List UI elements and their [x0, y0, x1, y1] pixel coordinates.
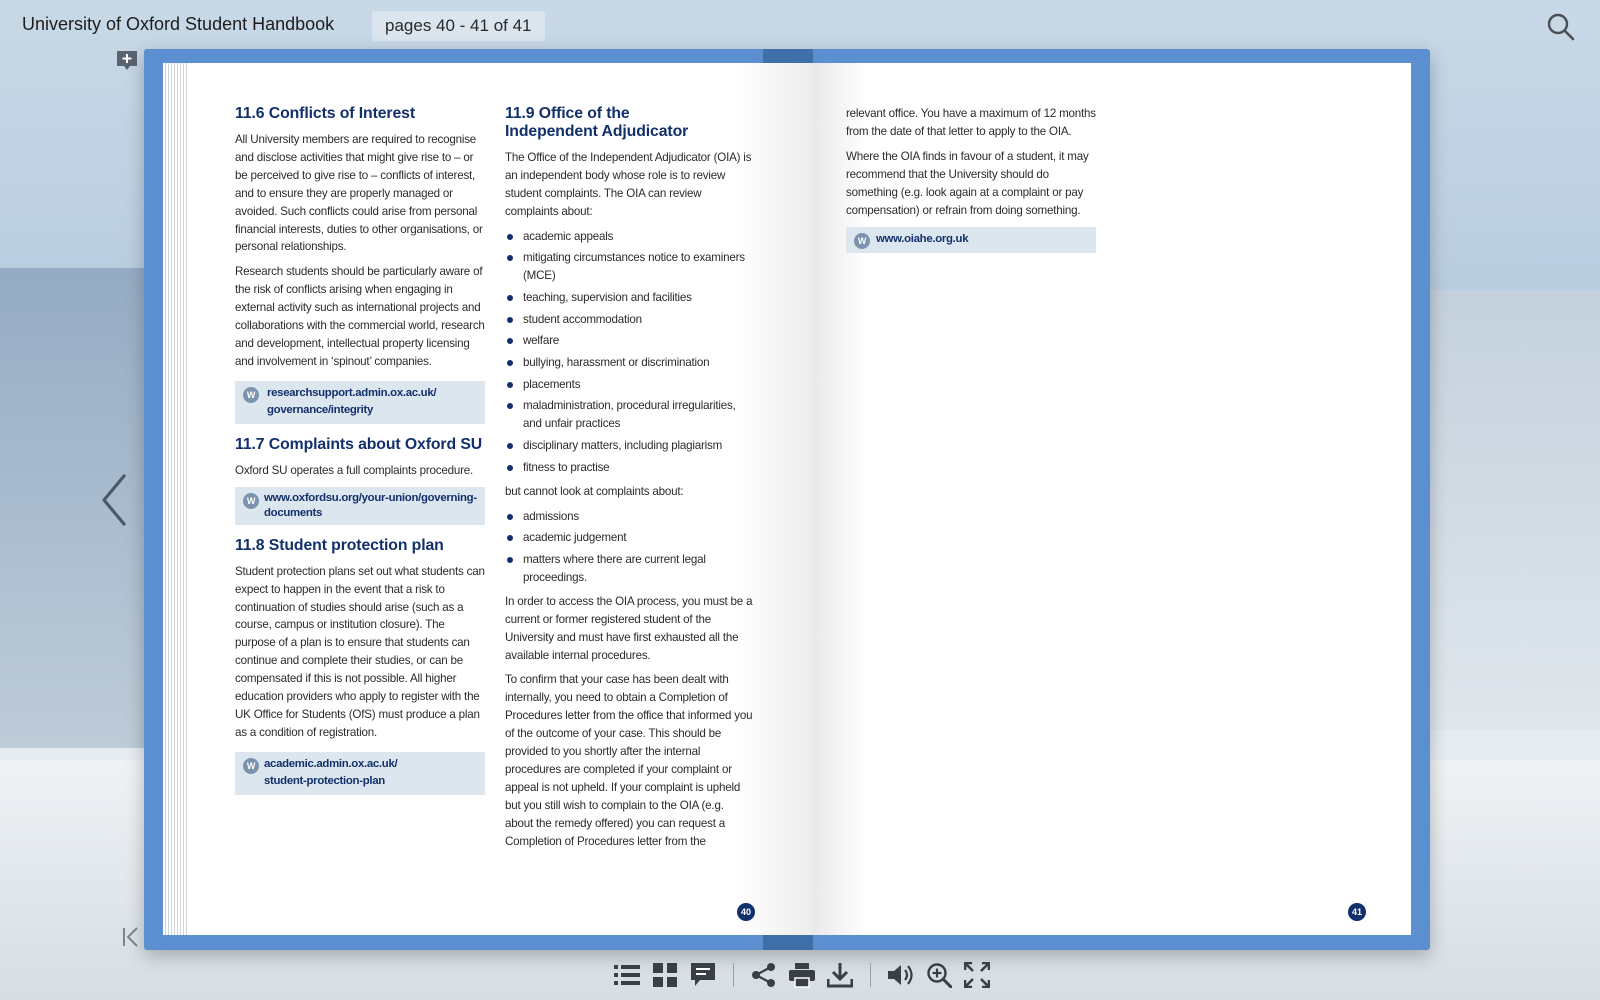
- app-title: University of Oxford Student Handbook: [22, 14, 335, 34]
- paragraph: but cannot look at complaints about:: [505, 484, 684, 498]
- paragraph: Where the OIA finds in favour of a student, it may recommend that the University should do something (e.g. look again at a complaint or pay compensation) or refrain from doing something.: [846, 149, 1089, 217]
- paragraph: Oxford SU operates a full complaints procedure.: [235, 463, 474, 477]
- paragraph: relevant office. You have a maximum of 12 months from the date of that letter to apply to the OIA.: [846, 107, 1096, 138]
- search-icon[interactable]: [1546, 12, 1576, 42]
- list-item: academic judgement: [505, 529, 753, 547]
- list-item: admissions: [505, 508, 753, 526]
- link-researchsupport[interactable]: [267, 385, 479, 420]
- paragraph: To confirm that your case has been dealt with internally, you need to obtain a Completion of Procedures letter from the office that informed you of the outcome of your case. This should be provided to you shortly after the internal procedures are completed if your complaint or appeal is not upheld. If your complaint is upheld but you still wish to complain to the OIA (e.g. about the remedy offered) you can request a Completion of Procedures letter from the: [505, 673, 753, 848]
- paragraph: In order to access the OIA process, you must be a current or former registered student of the University and must have first exhausted all the available internal procedures.: [505, 594, 753, 662]
- page-40[interactable]: [188, 63, 813, 935]
- section-heading-11-6: 11.6 Conflicts of Interest: [235, 105, 415, 122]
- download-icon[interactable]: [825, 960, 855, 990]
- table-of-contents-icon[interactable]: [612, 960, 642, 990]
- link-text-line: student-protection-plan: [264, 775, 385, 788]
- link-oxfordsu[interactable]: [264, 491, 479, 521]
- link-box: [846, 227, 1096, 253]
- toolbar-separator: [870, 963, 871, 987]
- link-student-protection[interactable]: [264, 756, 479, 791]
- section-heading-11-8: 11.8 Student protection plan: [235, 536, 444, 554]
- notes-icon[interactable]: [688, 960, 718, 990]
- list-item: bullying, harassment or discrimination: [505, 354, 753, 372]
- list-item: academic appeals: [505, 228, 753, 246]
- chevron-left-icon[interactable]: [98, 472, 132, 528]
- page-40-column-1: [235, 105, 485, 807]
- list-item: teaching, supervision and facilities: [505, 289, 753, 307]
- web-link-icon: W: [854, 233, 870, 249]
- toolbar-separator: [733, 963, 734, 987]
- list-item: disciplinary matters, including plagiarism: [505, 437, 753, 455]
- list-item: fitness to practise: [505, 459, 753, 477]
- share-icon[interactable]: [749, 960, 779, 990]
- zoom-in-icon[interactable]: [924, 960, 954, 990]
- heading-line: Independent Adjudicator: [505, 123, 689, 140]
- page-number-badge: 41: [1348, 903, 1366, 921]
- list-item: welfare: [505, 332, 753, 350]
- page-number-badge: 40: [737, 903, 755, 921]
- oia-can-review-list: [505, 228, 753, 477]
- paragraph: Research students should be particularly aware of the risk of conflicts arising when engaging in external activity such as international projects and collaborations with the commercial world, research and development, intellectual property licensing and involvement in ‘spinout’ companies.: [235, 265, 485, 368]
- list-item: placements: [505, 376, 753, 394]
- list-item: mitigating circumstances notice to examiners (MCE): [505, 249, 753, 285]
- link-box: [235, 381, 485, 424]
- page-indicator: pages 40 - 41 of 41: [372, 11, 545, 41]
- page-41[interactable]: [813, 63, 1411, 935]
- link-text-line: governance/integrity: [267, 404, 374, 417]
- link-box: [235, 752, 485, 795]
- print-icon[interactable]: [787, 960, 817, 990]
- first-page-icon[interactable]: [120, 925, 142, 949]
- link-text-line: www.oxfordsu.org/your-union/governing-: [264, 491, 477, 504]
- link-text-line: academic.admin.ox.ac.uk/: [264, 757, 398, 770]
- page-41-column-1: [846, 105, 1096, 265]
- section-heading-11-7: 11.7 Complaints about Oxford SU: [235, 435, 483, 453]
- background-wall-right: [1430, 290, 1600, 730]
- link-text-line: researchsupport.admin.ox.ac.uk/: [267, 386, 437, 399]
- web-link-icon: W: [243, 493, 259, 509]
- heading-line: 11.9 Office of the: [505, 105, 630, 122]
- web-link-icon: W: [243, 758, 259, 774]
- oia-cannot-review-list: [505, 508, 753, 587]
- section-heading-11-9: [505, 105, 753, 141]
- link-box: [235, 487, 485, 525]
- web-link-icon: W: [243, 387, 259, 403]
- thumbnails-icon[interactable]: [650, 960, 680, 990]
- page-40-column-2: [505, 105, 753, 857]
- list-item: maladministration, procedural irregularities, and unfair practices: [505, 397, 753, 433]
- paragraph: Student protection plans set out what students can expect to happen in the event that a risk to continuation of studies should arise (such as a course, campus or institution closure). The purpose of a plan is to ensure that students can continue and complete their studies, or can be compensated if this is not possible. All higher education providers who apply to register with the UK Office for Students (OfS) must produce a plan as a condition of registration.: [235, 564, 485, 739]
- paragraph: All University members are required to recognise and disclose activities that might give rise to – or be perceived to give rise to – conflicts of interest, and to ensure they are properly managed or avoided. Such conflicts could arise from personal financial interests, duties to other organisations, or personal relationships.: [235, 133, 483, 254]
- add-bookmark-icon[interactable]: [116, 50, 138, 72]
- list-item: student accommodation: [505, 311, 753, 329]
- link-text-line: documents: [264, 506, 323, 519]
- paragraph: The Office of the Independent Adjudicator (OIA) is an independent body whose role is to review student complaints. The OIA can review complaints about:: [505, 151, 752, 218]
- link-oiahe[interactable]: www.oiahe.org.uk: [876, 233, 969, 246]
- fullscreen-icon[interactable]: [962, 960, 992, 990]
- sound-icon[interactable]: [886, 960, 916, 990]
- list-item: matters where there are current legal proceedings.: [505, 551, 753, 587]
- bottom-toolbar: [608, 958, 996, 992]
